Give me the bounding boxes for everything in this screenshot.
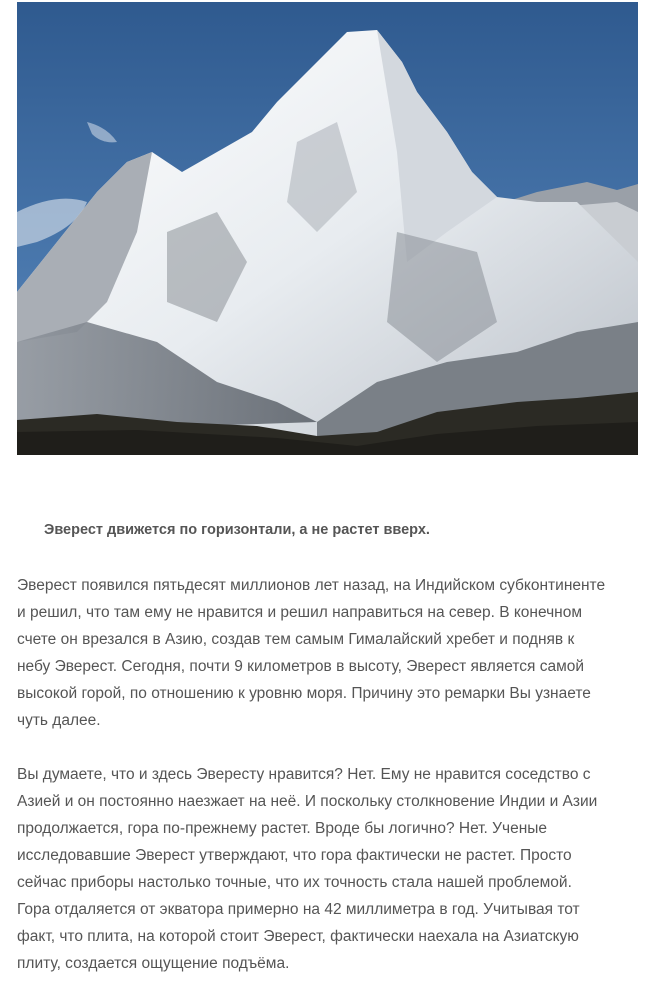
paragraph-line: Вы думаете, что и здесь Эвересту нравится? Нет. Ему не нравится соседство с [17, 766, 591, 783]
article-paragraph-1 [17, 572, 647, 734]
paragraph-line: факт, что плита, на которой стоит Эверест, фактически наехала на Азиатскую [17, 928, 579, 945]
paragraph-line: Азией и он постоянно наезжает на неё. И поскольку столкновение Индии и Азии [17, 793, 598, 810]
paragraph-line: продолжается, гора по-прежнему растет. Вроде бы логично? Нет. Ученые [17, 820, 548, 837]
paragraph-line: и решил, что там ему не нравится и решил направиться на север. В конечном [17, 604, 583, 621]
paragraph-line: счете он врезался в Азию, создав тем самым Гималайский хребет и подняв к [17, 631, 575, 648]
paragraph-line: исследовавшие Эверест утверждают, что гора фактически не растет. Просто [17, 847, 572, 864]
mountain-photo [17, 2, 638, 455]
article-paragraph-2 [17, 761, 647, 977]
paragraph-line: чуть далее. [17, 712, 101, 729]
paragraph-line: высокой горой, по отношению к уровню моря. Причину это ремарки Вы узнаете [17, 685, 591, 702]
paragraph-line: плиту, создается ощущение подъёма. [17, 955, 290, 972]
mountain-illustration [17, 2, 638, 455]
paragraph-line: Гора отдаляется от экватора примерно на 42 миллиметра в год. Учитывая тот [17, 901, 580, 918]
paragraph-line: Эверест появился пятьдесят миллионов лет назад, на Индийском субконтиненте [17, 577, 606, 594]
paragraph-line: небу Эверест. Сегодня, почти 9 километров в высоту, Эверест является самой [17, 658, 584, 675]
paragraph-line: сейчас приборы настолько точные, что их точность стала нашей проблемой. [17, 874, 572, 891]
article-heading: Эверест движется по горизонтали, а не растет вверх. [44, 522, 430, 538]
